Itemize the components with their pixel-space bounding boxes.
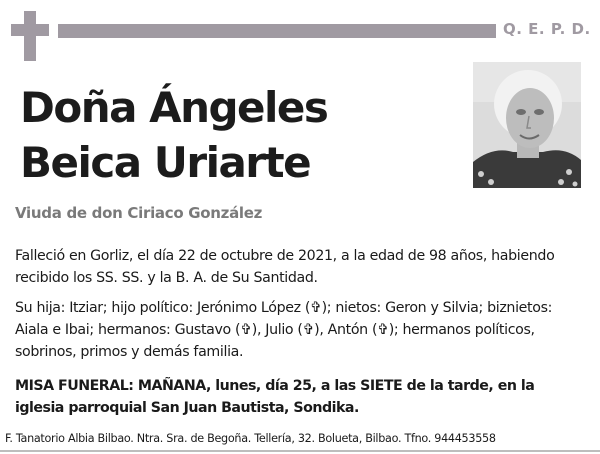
name-line-1: Doña Ángeles <box>20 83 328 132</box>
portrait-illustration <box>473 62 581 188</box>
latin-cross-icon <box>11 11 49 61</box>
portrait-photo <box>473 62 581 188</box>
name-line-2: Beica Uriarte <box>20 138 311 187</box>
funeral-mass-paragraph: MISA FUNERAL: MAÑANA, lunes, día 25, a las SIETE de la tarde, en la iglesia parroquial San Juan Bautista, Sondika. <box>15 378 535 416</box>
funeral-home-footer: F. Tanatorio Albia Bilbao. Ntra. Sra. de Begoña. Tellería, 32. Bolueta, Bilbao. Tfno. 944453558 <box>5 432 496 445</box>
header-rule <box>58 24 496 38</box>
deceased-name <box>20 80 460 190</box>
qepd-label: Q. E. P. D. <box>503 20 591 38</box>
widow-subtitle: Viuda de don Ciriaco González <box>15 204 263 222</box>
death-notice-paragraph: Falleció en Gorliz, el día 22 de octubre de 2021, a la edad de 98 años, habiendo recibido los SS. SS. y la B. A. de Su Santidad. <box>15 248 555 286</box>
bottom-rule <box>0 450 600 452</box>
family-paragraph: Su hija: Itziar; hijo político: Jerónimo López (✞); nietos: Geron y Silvia; biznietos: Aiala e Ibai; hermanos: Gustavo (✞), Julio (✞), Antón (✞); hermanos políticos, sobrinos, primos y demás familia. <box>15 300 553 360</box>
